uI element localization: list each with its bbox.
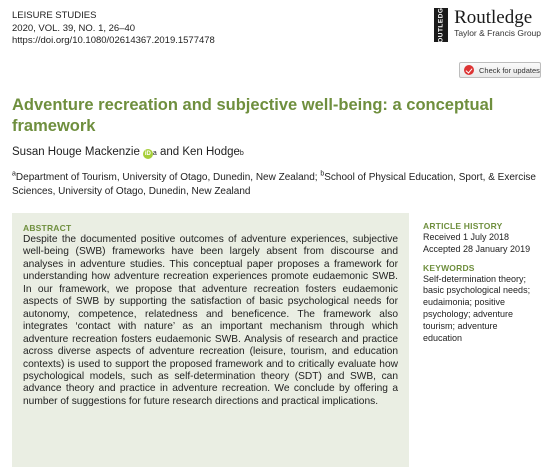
keywords: [423, 263, 548, 345]
accepted-date: Accepted 28 January 2019: [423, 243, 531, 254]
affiliation-mark: a: [12, 170, 16, 178]
author-list: Susan Houge Mackenzie iD a and Ken Hodge b: [12, 146, 244, 158]
keyword-line: psychology; adventure: [423, 308, 514, 319]
affiliation-text: Department of Tourism, University of Otago, Dunedin, New Zealand;: [15, 172, 321, 183]
affiliations: [12, 171, 547, 198]
journal-doi[interactable]: https://doi.org/10.1080/02614367.2019.1577478: [12, 35, 215, 46]
keyword-line: tourism; adventure: [423, 320, 498, 331]
publisher-logo: [434, 2, 541, 48]
keyword-line: eudaimonia; positive: [423, 297, 506, 308]
affiliation-text: School of Physical Education, Sport, & Exercise Sciences, University of Otago, Dunedin, New Zealand: [12, 172, 536, 197]
journal-meta: [12, 10, 215, 48]
journal-name: LEISURE STUDIES: [12, 10, 97, 21]
publisher-mark: ROUTLEDGE: [434, 8, 448, 42]
check-for-updates-label: Check for updates: [479, 65, 540, 75]
publisher-subtitle: Taylor & Francis Group: [454, 28, 541, 38]
author-separator: and: [156, 146, 183, 158]
affiliation-mark: b: [320, 170, 325, 178]
article-history-heading: ARTICLE HISTORY: [423, 221, 503, 231]
abstract-heading: ABSTRACT: [23, 223, 72, 233]
abstract-box: [12, 213, 409, 467]
article-sidebar: [423, 221, 548, 344]
journal-citation: 2020, VOL. 39, NO. 1, 26–40: [12, 22, 136, 34]
author-name[interactable]: Ken Hodge: [182, 146, 240, 158]
article-title: Adventure recreation and subjective well-being: a conceptual framework: [12, 96, 494, 135]
keyword-line: education: [423, 332, 463, 343]
received-date: Received 1 July 2018: [423, 232, 510, 242]
abstract-text: Despite the documented positive outcomes of adventure experiences, subjective well-being (SWB) frameworks have been largely absent from discourse and analyses in adventure studies. This conceptual paper proposes a framework for understanding how adventure recreation experiences promote eudaemonic SWB. In our framework, we propose that adventure recreation fosters eudaemonic aspects of SWB by supporting the satisfaction of basic psychological needs for autonomy, competence, relatedness and beneficence. The framework also integrates ‘contact with nature’ as an important mechanism through which adventure recreation fosters eudaemonic SWB. Analysis of research and practice across diverse aspects of adventure recreation (leisure, tourism, and education contexts) is used to support the proposed framework and to critically evaluate how psychological models, such as self-determination theory (SDT) and SWB, can advance theory and practice in adventure recreation. We conclude by offering a number of suggestions for future research directions and practical implications.: [23, 234, 398, 407]
check-for-updates-button[interactable]: [459, 62, 541, 78]
orcid-icon[interactable]: iD: [144, 151, 151, 157]
keyword-line: basic psychological needs;: [423, 285, 531, 296]
keywords-heading: KEYWORDS: [423, 262, 475, 273]
article-history: [423, 221, 548, 256]
publisher-name: Routledge: [454, 7, 533, 28]
keyword-line: Self-determination theory;: [423, 273, 527, 284]
check-updates-icon: [464, 65, 474, 75]
author-name[interactable]: Susan Houge Mackenzie: [12, 146, 140, 158]
